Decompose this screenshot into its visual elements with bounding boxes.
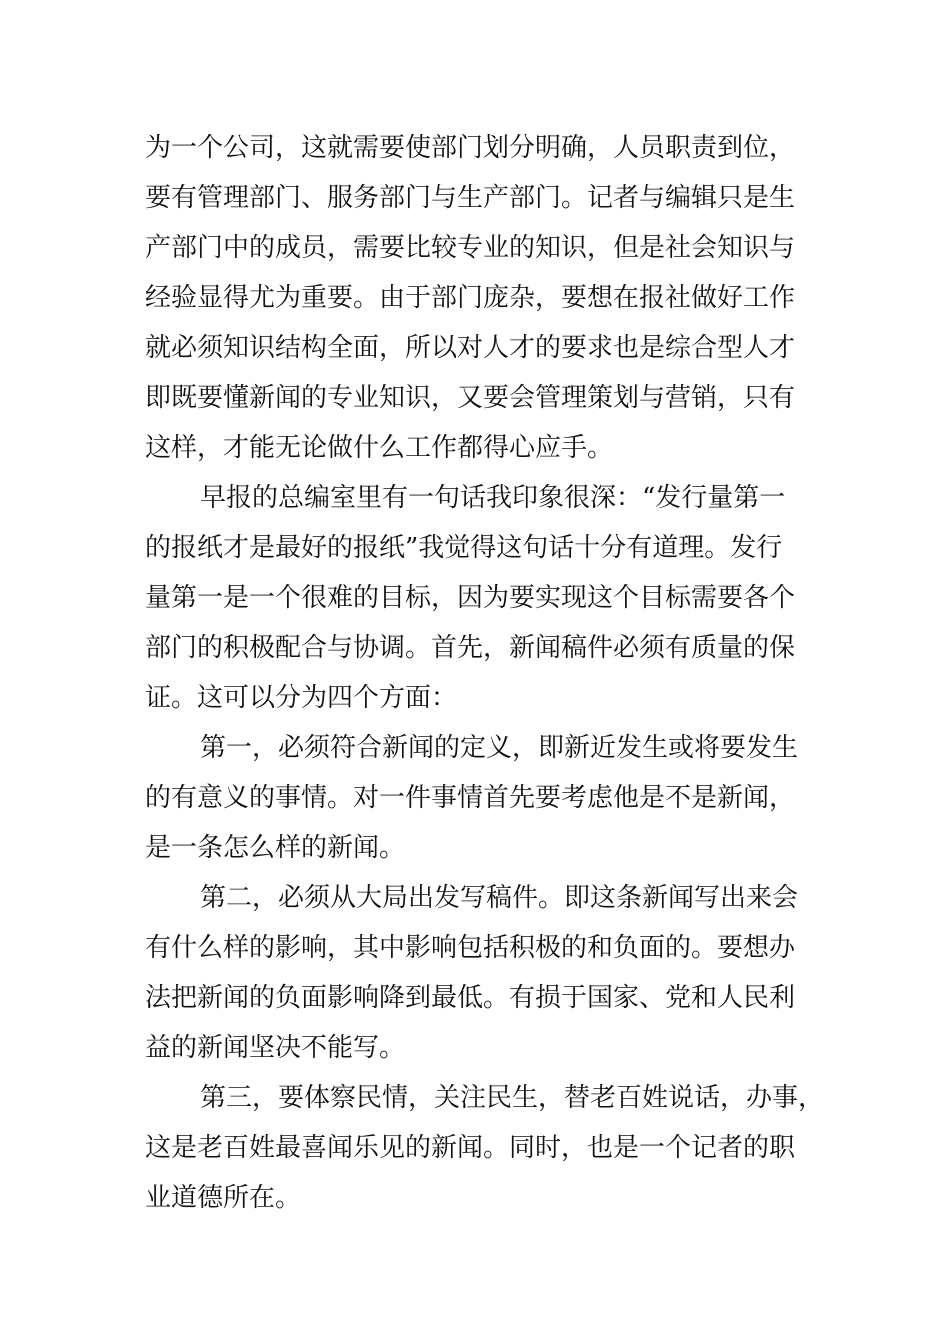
text-line: 产部门中的成员，需要比较专业的知识，但是社会知识与 [145, 233, 796, 263]
paragraph-first-line: 第三，要体察民情，关注民生，替老百姓说话，办事， [200, 1083, 825, 1113]
paragraph-first-line: 第二，必须从大局出发写稿件。即这条新闻写出来会 [200, 883, 799, 913]
text-line: 这样，才能无论做什么工作都得心应手。 [145, 433, 614, 463]
text-line: 量第一是一个很难的目标，因为要实现这个目标需要各个 [145, 583, 796, 613]
text-line: 的有意义的事情。对一件事情首先要考虑他是不是新闻， [145, 783, 796, 813]
text-line: 部门的积极配合与协调。首先，新闻稿件必须有质量的保 [145, 633, 796, 663]
text-line: 业道德所在。 [145, 1183, 302, 1213]
text-line: 的报纸才是最好的报纸”我觉得这句话十分有道理。发行 [145, 533, 783, 563]
paragraph-first-line: 早报的总编室里有一句话我印象很深：“发行量第一 [200, 483, 786, 513]
text-line: 法把新闻的负面影响降到最低。有损于国家、党和人民利 [145, 983, 796, 1013]
text-line: 有什么样的影响，其中影响包括积极的和负面的。要想办 [145, 933, 796, 963]
text-line: 证。这可以分为四个方面： [145, 683, 458, 713]
paragraph-first-line: 第一，必须符合新闻的定义，即新近发生或将要发生 [200, 733, 799, 763]
text-line: 是一条怎么样的新闻。 [145, 833, 406, 863]
text-line: 即既要懂新闻的专业知识，又要会管理策划与营销，只有 [145, 383, 796, 413]
text-line: 要有管理部门、服务部门与生产部门。记者与编辑只是生 [145, 183, 796, 213]
text-line: 为一个公司，这就需要使部门划分明确，人员职责到位， [145, 133, 796, 163]
text-line: 这是老百姓最喜闻乐见的新闻。同时，也是一个记者的职 [145, 1133, 796, 1163]
text-line: 益的新闻坚决不能写。 [145, 1033, 406, 1063]
text-line: 经验显得尤为重要。由于部门庞杂，要想在报社做好工作 [145, 283, 796, 313]
text-line: 就必须知识结构全面，所以对人才的要求也是综合型人才 [145, 333, 796, 363]
